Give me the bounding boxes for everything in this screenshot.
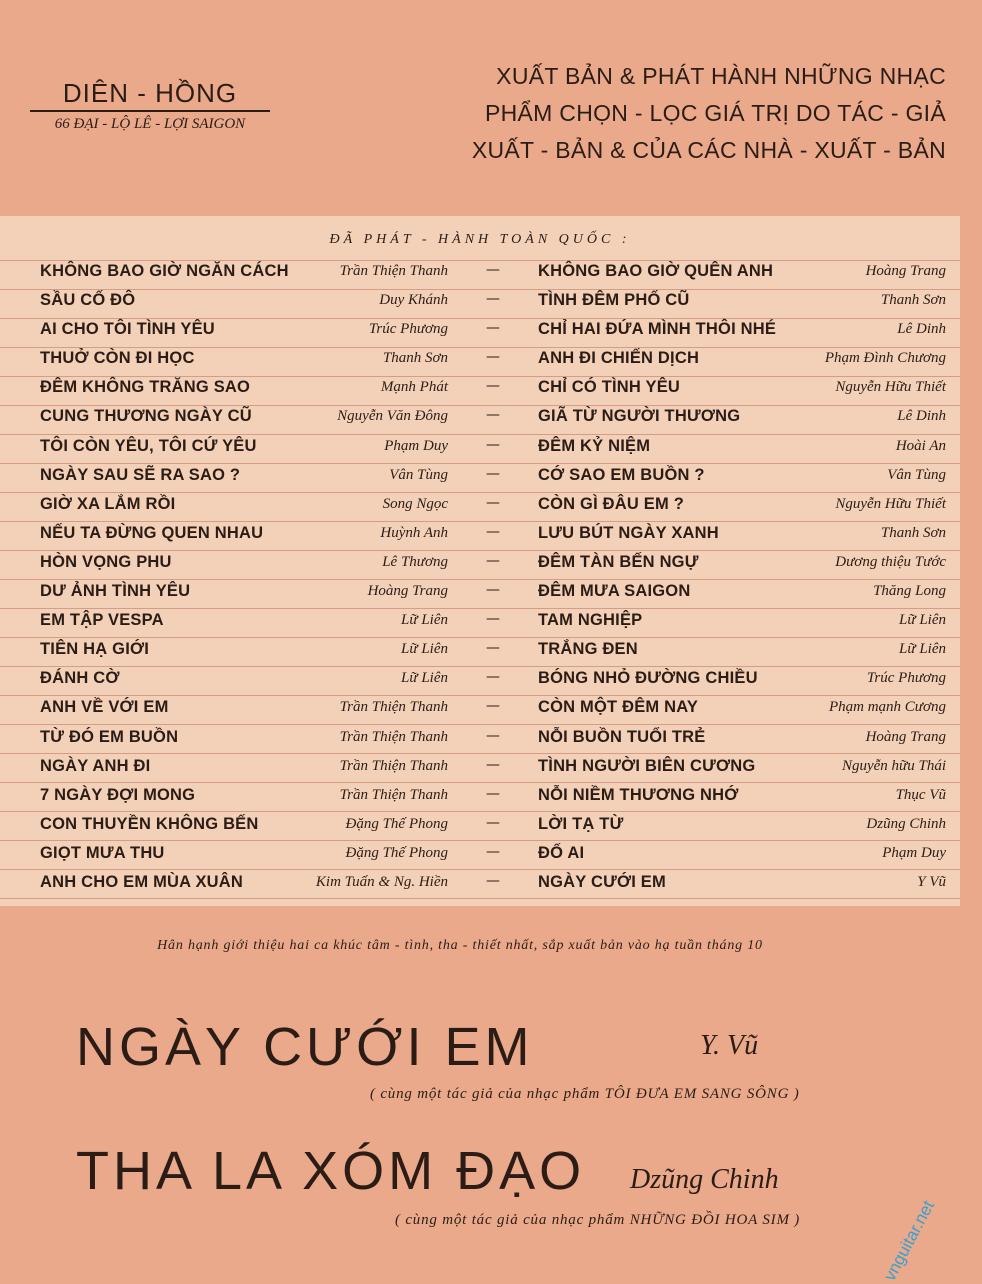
song-title-left: KHÔNG BAO GIỜ NGĂN CÁCH	[40, 262, 289, 280]
song-title-right: CỚ SAO EM BUỒN ?	[538, 465, 705, 484]
author-right: Thanh Sơn	[880, 524, 946, 541]
song-title-right: ĐỐ AI	[538, 843, 585, 862]
catalog-title: ĐÃ PHÁT - HÀNH TOÀN QUỐC :	[329, 232, 631, 247]
song-title-right: ĐÊM MƯA SAIGON	[538, 582, 691, 601]
row-dash: —	[486, 262, 500, 278]
catalog-row	[0, 547, 960, 576]
author-right: Lữ Liên	[899, 641, 946, 658]
song-title-left: GIỜ XA LẮM RỒI	[40, 494, 176, 513]
author-left: Trần Thiện Thanh	[339, 786, 448, 803]
author-right: Nguyễn hữu Thái	[841, 757, 946, 774]
composer-signature: Dzũng Chinh	[630, 1164, 779, 1195]
author-left: Song Ngọc	[382, 495, 448, 512]
slogan-line: XUẤT - BẢN & CỦA CÁC NHÀ - XUẤT - BẢN	[471, 137, 946, 163]
song-title-right: TÌNH ĐÊM PHỐ CŨ	[538, 291, 690, 310]
row-dash: —	[486, 291, 500, 308]
author-right: Phạm mạnh Cương	[828, 699, 946, 716]
song-title-right: LỜI TẠ TỪ	[538, 814, 624, 833]
catalog-row	[0, 692, 960, 721]
author-left: Duy Khánh	[379, 292, 448, 309]
song-title-right: GIÃ TỪ NGƯỜI THƯƠNG	[538, 407, 741, 426]
catalog-row	[0, 867, 960, 896]
author-right: Nguyễn Hữu Thiết	[835, 495, 946, 512]
song-title-right: KHÔNG BAO GIỜ QUÊN ANH	[538, 262, 774, 280]
song-title-left: TIÊN HẠ GIỚI	[40, 640, 150, 659]
song-title-left: HÒN VỌNG PHU	[40, 552, 172, 571]
catalog-row	[0, 576, 960, 605]
song-title-left: SẦU CỐ ĐÔ	[40, 291, 136, 310]
author-right: Phạm Đình Chương	[824, 350, 946, 367]
row-dash: —	[486, 378, 500, 395]
row-dash: —	[486, 611, 500, 628]
author-left: Lữ Liên	[401, 612, 448, 629]
catalog-row	[0, 285, 960, 314]
publisher-divider	[30, 110, 270, 112]
author-right: Dương thiệu Tước	[835, 553, 946, 570]
author-left: Đặng Thế Phong	[345, 815, 448, 832]
catalog-row	[0, 401, 960, 430]
author-right: Hoàng Trang	[865, 728, 946, 745]
catalog-row	[0, 460, 960, 489]
catalog-row	[0, 751, 960, 780]
author-left: Đặng Thế Phong	[345, 844, 448, 861]
author-right: Thục Vũ	[895, 786, 946, 803]
catalog-row	[0, 431, 960, 460]
row-dash: —	[486, 494, 500, 511]
song-title-right: NGÀY CƯỚI EM	[538, 872, 666, 891]
slogan-line: PHẨM CHỌN - LỌC GIÁ TRỊ DO TÁC - GIẢ	[484, 100, 946, 126]
song-title-right: NỖI NIỀM THƯƠNG NHỚ	[538, 785, 739, 804]
catalog-row	[0, 314, 960, 343]
row-dash: —	[486, 756, 500, 773]
row-dash: —	[486, 407, 500, 424]
author-left: Trần Thiện Thanh	[339, 263, 448, 279]
publisher-name: DIÊN - HỒNG	[62, 78, 238, 108]
author-left: Nguyễn Văn Đông	[337, 408, 448, 425]
song-title-left: ANH CHO EM MÙA XUÂN	[40, 872, 244, 891]
row-dash: —	[486, 727, 500, 744]
catalog-row	[0, 722, 960, 751]
song-title-right: LƯU BÚT NGÀY XANH	[538, 523, 719, 542]
song-title-right: BÓNG NHỎ ĐƯỜNG CHIỀU	[538, 669, 758, 688]
featured-song-title: NGÀY CƯỚI EM	[76, 1017, 534, 1077]
song-title-left: CON THUYỀN KHÔNG BẾN	[40, 814, 259, 833]
catalog-rows	[0, 256, 960, 896]
author-right: Lê Dinh	[897, 408, 946, 425]
catalog-row	[0, 372, 960, 401]
song-title-left: ĐÁNH CỜ	[40, 669, 120, 688]
song-title-right: CÒN GÌ ĐÂU EM ?	[538, 494, 684, 513]
song-title-left: NGÀY SAU SẼ RA SAO ?	[40, 465, 241, 484]
row-dash: —	[486, 843, 500, 860]
author-right: Dzũng Chinh	[866, 815, 946, 832]
author-right: Lữ Liên	[899, 612, 946, 629]
publisher-slogan	[386, 58, 946, 169]
row-dash: —	[486, 785, 500, 802]
author-right: Thanh Sơn	[880, 292, 946, 309]
catalog-row	[0, 780, 960, 809]
row-dash: —	[486, 872, 500, 889]
song-title-right: CÒN MỘT ĐÊM NAY	[538, 698, 699, 717]
row-dash: —	[486, 320, 500, 337]
author-left: Trúc Phương	[368, 321, 448, 338]
song-title-right: TÌNH NGƯỜI BIÊN CƯƠNG	[538, 756, 756, 775]
song-title-right: TAM NGHIỆP	[538, 611, 643, 630]
row-dash: —	[486, 552, 500, 569]
author-right: Trúc Phương	[866, 670, 946, 687]
catalog-row	[0, 489, 960, 518]
song-title-left: ANH VỀ VỚI EM	[40, 698, 169, 717]
author-left: Mạnh Phát	[380, 379, 448, 396]
author-left: Vân Tùng	[389, 466, 448, 483]
row-dash: —	[486, 669, 500, 686]
author-right: Lê Dinh	[897, 321, 946, 338]
song-title-right: ĐÊM KỶ NIỆM	[538, 436, 651, 455]
author-right: Nguyễn Hữu Thiết	[835, 379, 946, 396]
author-right: Hoài An	[895, 437, 946, 454]
author-left: Huỳnh Anh	[380, 524, 448, 541]
song-title-left: THUỞ CÒN ĐI HỌC	[40, 349, 195, 368]
author-left: Lê Thương	[382, 553, 448, 570]
catalog-row	[0, 518, 960, 547]
song-title-left: TỪ ĐÓ EM BUỒN	[40, 727, 179, 746]
author-left: Lữ Liên	[401, 670, 448, 687]
featured-song-note: ( cùng một tác giả của nhạc phẩm NHỮNG ĐỒI HOA SIM )	[395, 1212, 801, 1228]
catalog-row	[0, 256, 960, 285]
song-title-right: CHỈ HAI ĐỨA MÌNH THÔI NHÉ	[538, 320, 777, 339]
featured-song-title: THA LA XÓM ĐẠO	[76, 1141, 586, 1201]
author-left: Lữ Liên	[401, 641, 448, 658]
song-title-right: ANH ĐI CHIẾN DỊCH	[538, 349, 700, 368]
author-right: Hoàng Trang	[865, 263, 946, 279]
author-right: Phạm Duy	[882, 844, 946, 861]
song-title-right: NỖI BUỒN TUỔI TRẺ	[538, 727, 706, 746]
song-title-left: AI CHO TÔI TÌNH YÊU	[40, 320, 215, 339]
song-title-left: DƯ ẢNH TÌNH YÊU	[40, 582, 191, 601]
catalog-row	[0, 605, 960, 634]
song-title-left: GIỌT MƯA THU	[40, 843, 165, 862]
song-title-right: CHỈ CÓ TÌNH YÊU	[538, 378, 681, 397]
row-dash: —	[486, 582, 500, 599]
author-left: Phạm Duy	[384, 437, 448, 454]
song-title-left: EM TẬP VESPA	[40, 611, 164, 630]
row-dash: —	[486, 640, 500, 657]
song-title-right: ĐÊM TÀN BẾN NGỰ	[538, 552, 699, 571]
song-title-left: TÔI CÒN YÊU, TÔI CỨ YÊU	[40, 436, 257, 455]
song-title-right: TRẮNG ĐEN	[538, 640, 638, 659]
composer-signature: Y. Vũ	[700, 1030, 759, 1061]
song-title-left: CUNG THƯƠNG NGÀY CŨ	[40, 407, 252, 426]
author-left: Hoàng Trang	[367, 583, 448, 600]
announcement-intro: Hân hạnh giới thiệu hai ca khúc tâm - tình, tha - thiết nhất, sắp xuất bản vào hạ tuần tháng 10	[157, 938, 763, 953]
catalog-row	[0, 663, 960, 692]
publisher-address: 66 ĐẠI - LỘ LÊ - LỢI SAIGON	[54, 116, 246, 132]
author-right: Y Vũ	[917, 873, 946, 890]
featured-song-note: ( cùng một tác giả của nhạc phẩm TÔI ĐƯA EM SANG SÔNG )	[370, 1086, 800, 1102]
slogan-line: XUẤT BẢN & PHÁT HÀNH NHỮNG NHẠC	[496, 63, 946, 89]
author-left: Thanh Sơn	[382, 350, 448, 367]
catalog-row	[0, 838, 960, 867]
author-left: Kim Tuấn & Ng. Hiền	[315, 873, 448, 890]
catalog-row	[0, 343, 960, 372]
author-right: Vân Tùng	[887, 466, 946, 483]
song-title-left: 7 NGÀY ĐỢI MONG	[40, 785, 196, 804]
author-left: Trần Thiện Thanh	[339, 757, 448, 774]
author-left: Trần Thiện Thanh	[339, 699, 448, 716]
row-dash: —	[486, 465, 500, 482]
author-right: Thăng Long	[873, 583, 946, 600]
song-title-left: ĐÊM KHÔNG TRĂNG SAO	[40, 378, 251, 397]
song-title-left: NẾU TA ĐỪNG QUEN NHAU	[40, 523, 264, 542]
site-watermark: vnguitar.net	[880, 1197, 939, 1284]
song-title-left: NGÀY ANH ĐI	[40, 756, 151, 775]
row-dash: —	[486, 436, 500, 453]
catalog-row	[0, 809, 960, 838]
row-dash: —	[486, 814, 500, 831]
catalog-row	[0, 634, 960, 663]
row-dash: —	[486, 523, 500, 540]
row-dash: —	[486, 698, 500, 715]
author-left: Trần Thiện Thanh	[339, 728, 448, 745]
row-dash: —	[486, 349, 500, 366]
